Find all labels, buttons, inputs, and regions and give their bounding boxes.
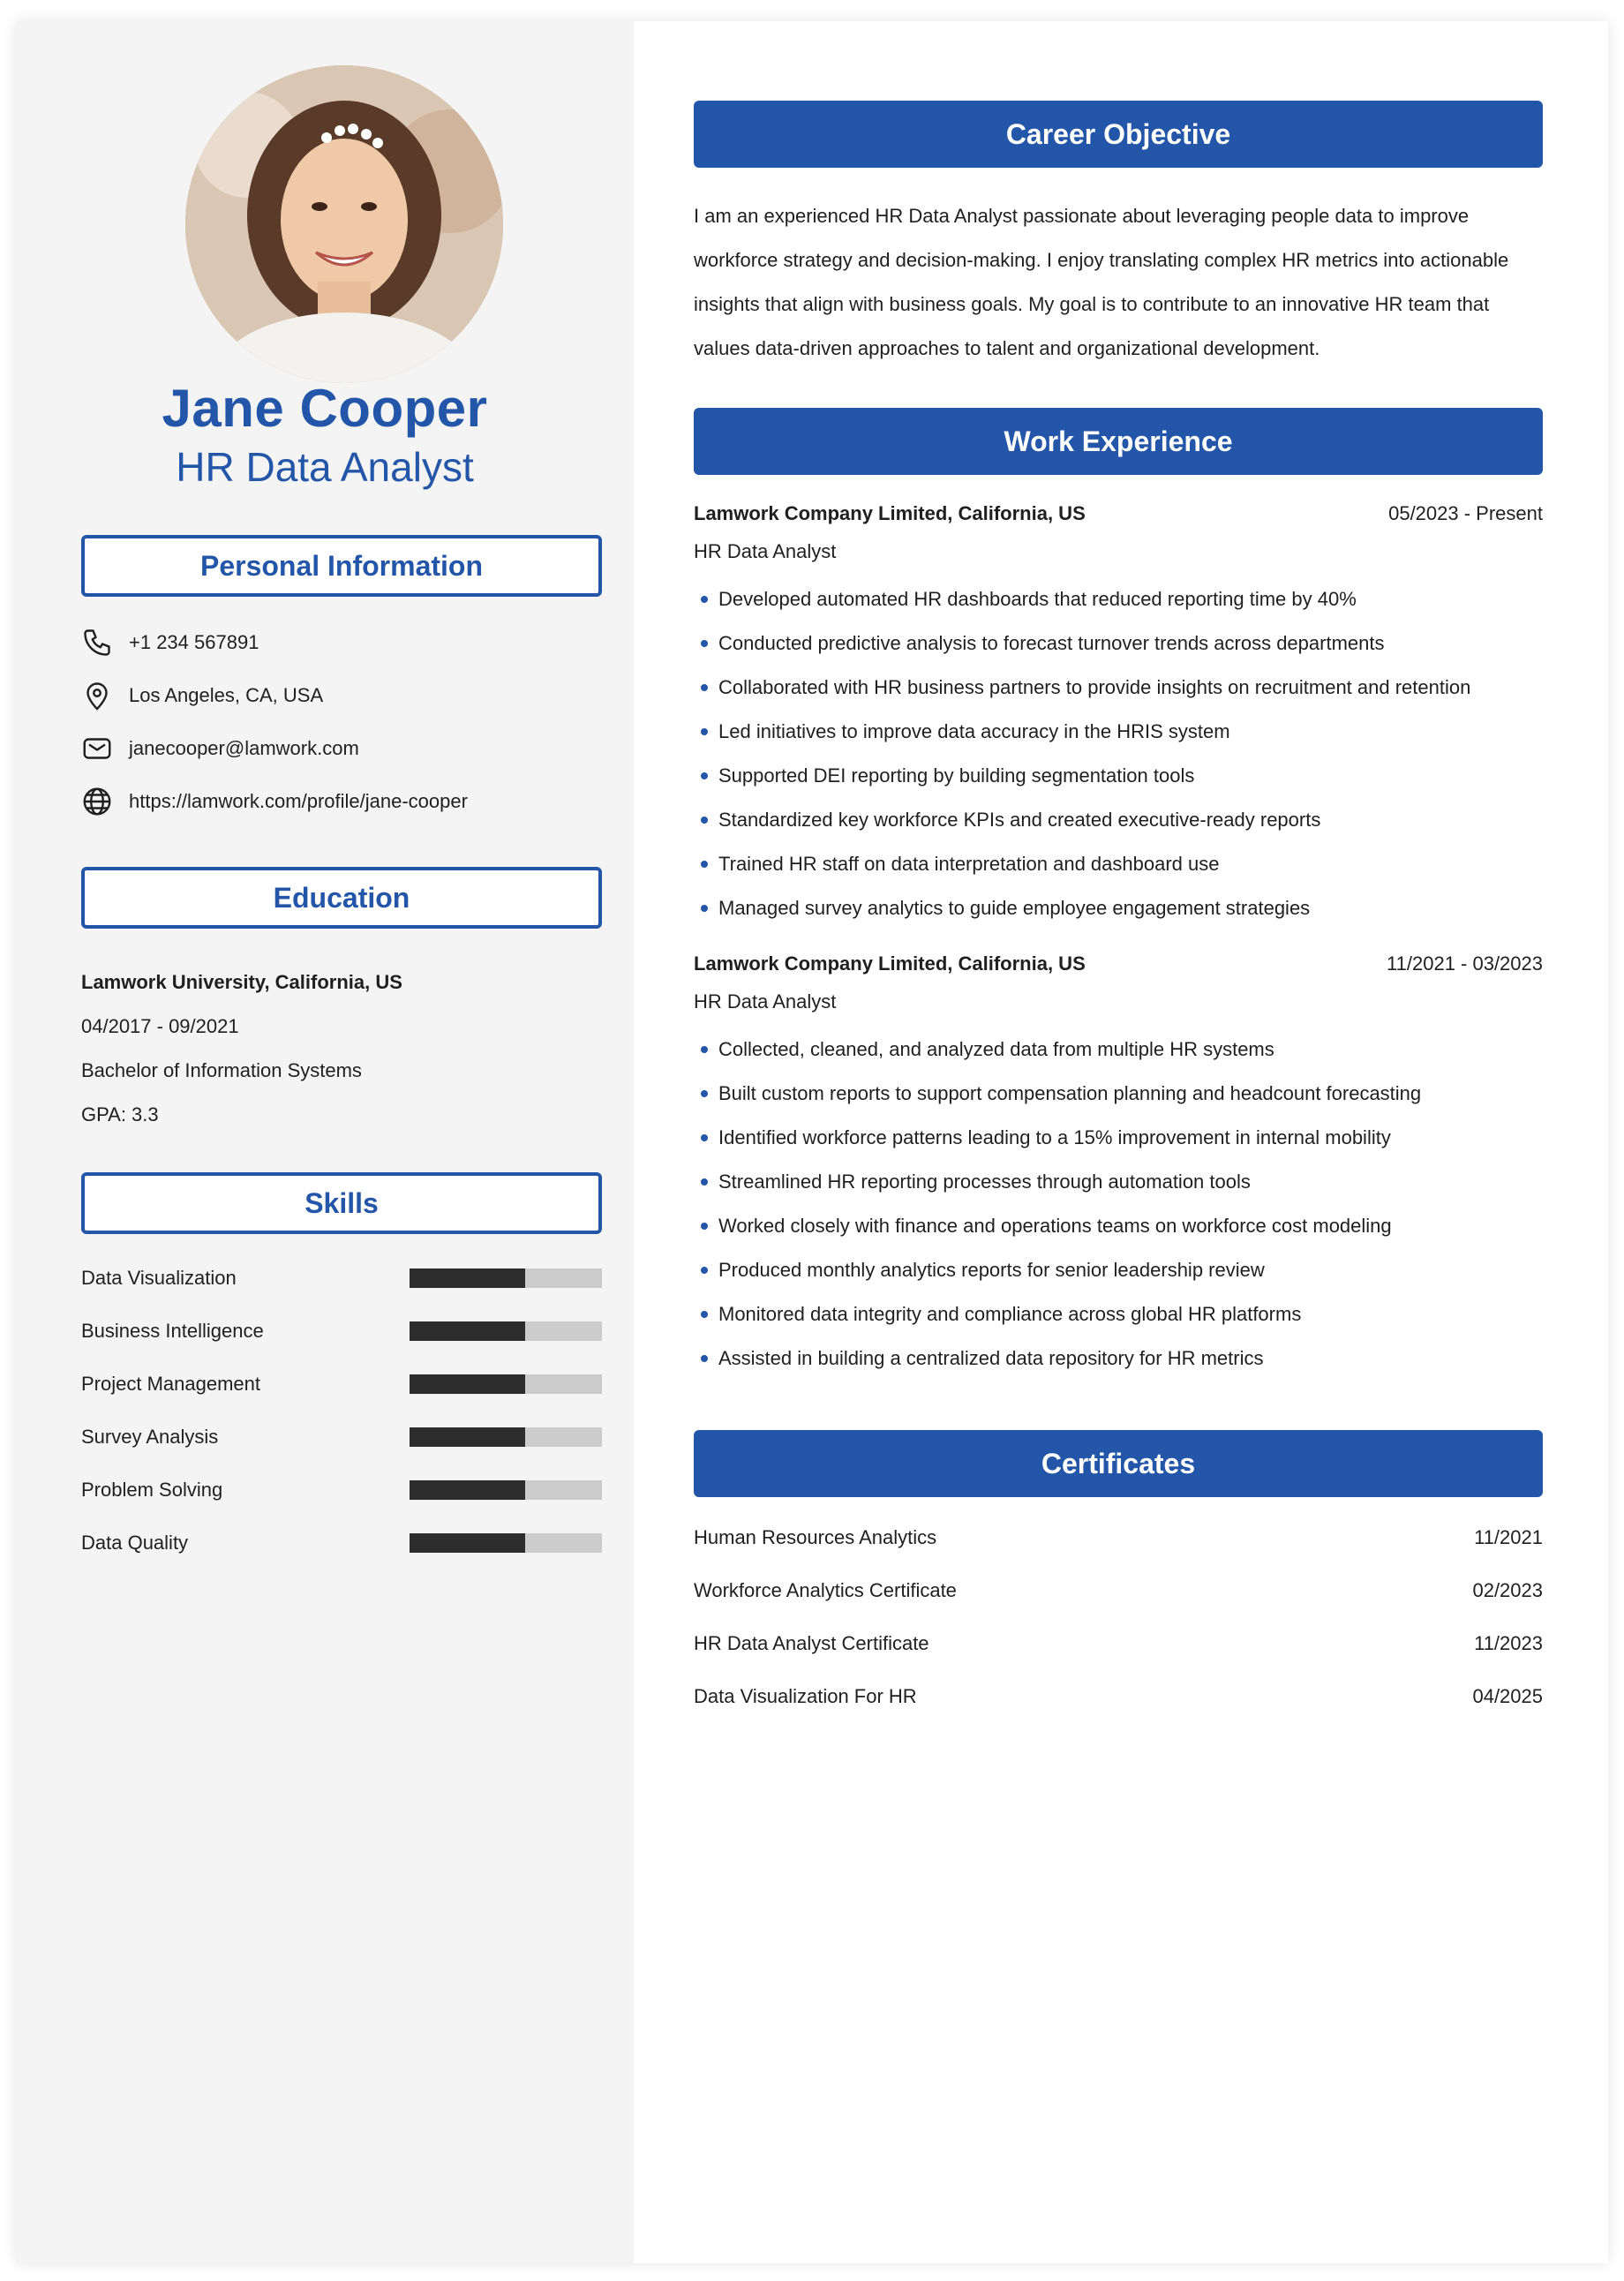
phone-text: +1 234 567891 <box>129 631 259 653</box>
certificate-row <box>694 1573 1543 1608</box>
certificate-name: HR Data Analyst Certificate <box>694 1632 929 1654</box>
job-role: HR Data Analyst <box>694 990 837 1013</box>
list-item: Monitored data integrity and compliance across global HR platforms <box>718 1292 1543 1336</box>
contact-location <box>79 676 323 715</box>
skill-row <box>81 1314 602 1349</box>
job-responsibilities <box>694 577 1543 930</box>
education-school: Lamwork University, California, US <box>81 971 402 993</box>
email-link[interactable]: janecooper@lamwork.com <box>129 737 359 759</box>
skill-level-bar <box>410 1533 602 1553</box>
skill-name: Problem Solving <box>81 1479 223 1501</box>
certificate-date: 02/2023 <box>1472 1579 1543 1601</box>
list-item: Assisted in building a centralized data repository for HR metrics <box>718 1336 1543 1381</box>
list-item: Produced monthly analytics reports for senior leadership review <box>718 1248 1543 1292</box>
list-item: Supported DEI reporting by building segmentation tools <box>718 754 1543 798</box>
skill-level-bar <box>410 1321 602 1341</box>
candidate-title: HR Data Analyst <box>176 444 474 490</box>
contact-email <box>79 729 359 768</box>
list-item: Conducted predictive analysis to forecast turnover trends across departments <box>718 621 1543 666</box>
education-degree: Bachelor of Information Systems <box>81 1059 362 1081</box>
skill-row <box>81 1261 602 1296</box>
job-dates: 05/2023 - Present <box>1388 502 1543 524</box>
list-item: Managed survey analytics to guide employee engagement strategies <box>718 886 1543 930</box>
skill-level-bar <box>410 1480 602 1500</box>
contact-website <box>79 782 468 821</box>
contact-phone <box>79 623 259 662</box>
certificate-name: Human Resources Analytics <box>694 1526 937 1548</box>
website-link[interactable]: https://lamwork.com/profile/jane-cooper <box>129 790 468 812</box>
list-item: Built custom reports to support compensation planning and headcount forecasting <box>718 1072 1543 1116</box>
skill-row <box>81 1366 602 1402</box>
certificates-heading: Certificates <box>694 1430 1543 1497</box>
map-pin-icon <box>79 678 115 713</box>
career-objective-text: I am an experienced HR Data Analyst passionate about leveraging people data to improve workforce strategy and decision-making. I enjoy translating complex HR metrics into actionable insights that align with business goals. My goal is to contribute to an innovative HR team that values data-driven approaches to talent and organizational development. <box>694 205 1509 359</box>
certificate-row <box>694 1520 1543 1555</box>
certificate-date: 11/2023 <box>1474 1632 1543 1654</box>
location-text: Los Angeles, CA, USA <box>129 684 324 706</box>
certificate-name: Data Visualization For HR <box>694 1685 917 1707</box>
skill-level-bar <box>410 1374 602 1394</box>
certificate-date: 11/2021 <box>1474 1526 1543 1548</box>
phone-icon <box>79 625 115 660</box>
education-dates: 04/2017 - 09/2021 <box>81 1015 239 1037</box>
skill-row <box>81 1472 602 1508</box>
skill-level-bar <box>410 1427 602 1447</box>
certificate-row <box>694 1679 1543 1714</box>
resume-page <box>16 21 1608 2263</box>
candidate-name: Jane Cooper <box>162 379 488 438</box>
skill-row <box>81 1419 602 1455</box>
skill-level-fill <box>410 1427 525 1447</box>
skill-row <box>81 1525 602 1561</box>
sidebar <box>16 21 634 2263</box>
list-item: Led initiatives to improve data accuracy in the HRIS system <box>718 710 1543 754</box>
skill-level-fill <box>410 1268 525 1288</box>
skill-name: Survey Analysis <box>81 1426 219 1448</box>
certificate-name: Workforce Analytics Certificate <box>694 1579 957 1601</box>
job-header <box>694 946 1543 982</box>
list-item: Standardized key workforce KPIs and created executive-ready reports <box>718 798 1543 842</box>
list-item: Collected, cleaned, and analyzed data from multiple HR systems <box>718 1028 1543 1072</box>
job-header <box>694 496 1543 531</box>
list-item: Streamlined HR reporting processes through automation tools <box>718 1160 1543 1204</box>
job-responsibilities <box>694 1028 1543 1381</box>
list-item: Developed automated HR dashboards that reduced reporting time by 40% <box>718 577 1543 621</box>
certificate-date: 04/2025 <box>1472 1685 1543 1707</box>
skill-level-bar <box>410 1268 602 1288</box>
career-objective-heading: Career Objective <box>694 101 1543 168</box>
education-heading: Education <box>81 867 602 929</box>
skill-level-fill <box>410 1480 525 1500</box>
skill-name: Business Intelligence <box>81 1320 264 1342</box>
skill-level-fill <box>410 1321 525 1341</box>
list-item: Trained HR staff on data interpretation and dashboard use <box>718 842 1543 886</box>
list-item: Worked closely with finance and operations teams on workforce cost modeling <box>718 1204 1543 1248</box>
skill-name: Project Management <box>81 1373 260 1395</box>
personal-info-heading: Personal Information <box>81 535 602 597</box>
job-company: Lamwork Company Limited, California, US <box>694 952 1086 975</box>
job-company: Lamwork Company Limited, California, US <box>694 502 1086 524</box>
skill-level-fill <box>410 1533 525 1553</box>
education-gpa: GPA: 3.3 <box>81 1103 159 1125</box>
skill-name: Data Quality <box>81 1532 189 1554</box>
skill-level-fill <box>410 1374 525 1394</box>
globe-icon <box>79 784 115 819</box>
job-dates: 11/2021 - 03/2023 <box>1387 952 1543 975</box>
work-experience-heading: Work Experience <box>694 408 1543 475</box>
skills-heading: Skills <box>81 1172 602 1234</box>
mail-icon <box>79 731 115 766</box>
profile-photo <box>185 65 503 383</box>
certificate-row <box>694 1626 1543 1661</box>
list-item: Identified workforce patterns leading to a 15% improvement in internal mobility <box>718 1116 1543 1160</box>
list-item: Collaborated with HR business partners to provide insights on recruitment and retention <box>718 666 1543 710</box>
job-role: HR Data Analyst <box>694 540 837 562</box>
skill-name: Data Visualization <box>81 1267 237 1289</box>
